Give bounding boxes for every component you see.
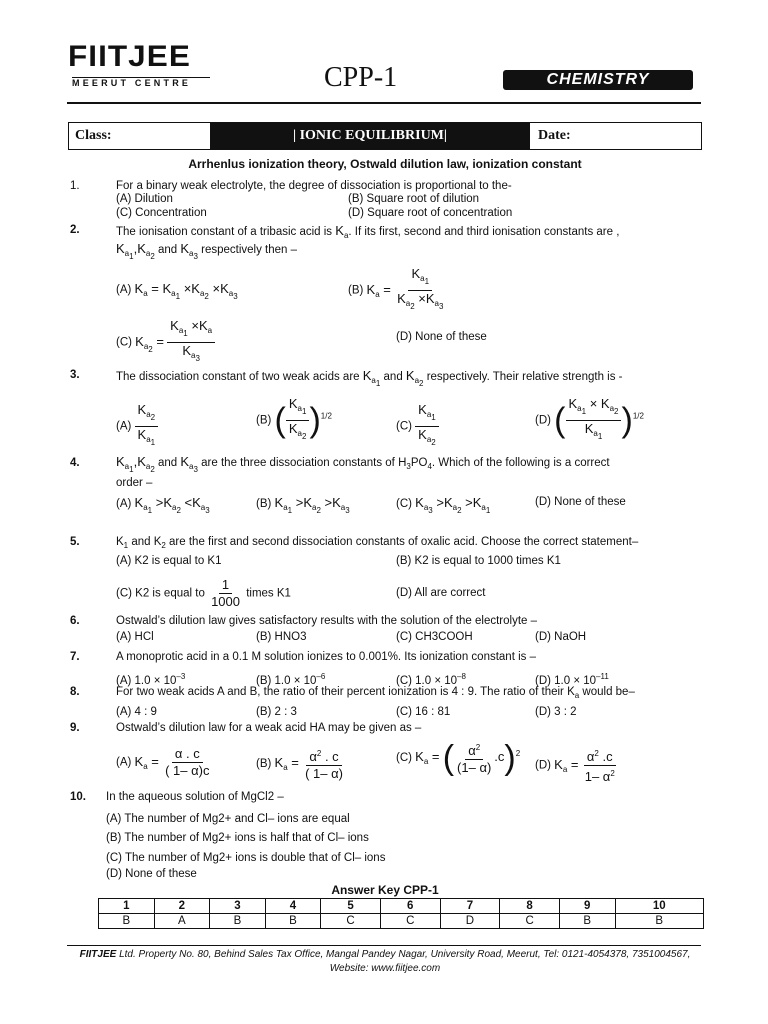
q4-option-a: (A) $K_{a_1} >K_{a_2} <K_{a_3}$ — [116, 495, 210, 515]
q1-option-b: (B) Square root of dilution — [348, 193, 480, 205]
answer-key-answer: B — [559, 914, 615, 929]
q4-option-d: (D) None of these — [535, 496, 626, 508]
fiitjee-logo: FIITJEE — [68, 40, 191, 73]
q5-option-b: (B) K2 is equal to 1000 times K1 — [396, 555, 561, 567]
q6-option-d: (D) NaOH — [535, 631, 587, 643]
q4-option-b-label: (B) — [256, 498, 272, 510]
answer-key-number: 4 — [265, 899, 321, 914]
q9-option-a: (A) $K_a$ = $\frac{\alpha . c}{( 1- \alpha)c}$ — [116, 746, 210, 778]
q4-text-c: . Which of the following is a correct — [431, 457, 610, 469]
q6-option-c: (C) CH3COOH — [396, 631, 473, 643]
answer-key-answer: D — [440, 914, 500, 929]
class-label: Class: — [69, 123, 211, 149]
q2-option-b-label: (B) — [348, 284, 364, 297]
answer-key-number: 2 — [154, 899, 210, 914]
q5-option-c-post: times K1 — [246, 587, 291, 600]
answer-key-number: 3 — [210, 899, 266, 914]
answer-key-number: 6 — [380, 899, 440, 914]
answer-key-answer: B — [210, 914, 266, 929]
answer-key-answer-row — [99, 914, 704, 929]
q3-option-a: (A) $\frac{K_{a_2}}{K_{a_1}}$ — [116, 402, 158, 451]
answer-key-answer: B — [99, 914, 155, 929]
q3-option-d-label: (D) — [535, 414, 551, 427]
q3-number: 3. — [70, 369, 80, 381]
q10-option-c: (C) The number of Mg2+ ions is double that of Cl– ions — [106, 852, 386, 864]
answer-key-answer: C — [321, 914, 381, 929]
q9-option-c-label: (C) — [396, 752, 412, 765]
q8-option-c: (C) 16 : 81 — [396, 706, 451, 718]
q10-option-b: (B) The number of Mg2+ ions is half that of Cl– ions — [106, 832, 369, 844]
q8-text-a: For two weak acids A and B, the ratio of their percent ionization is 4 : 9. The ratio of their K — [116, 686, 575, 698]
q5-text: $K_1$ and $K_2$ are the first and second dissociation constants of oxalic acid. Choose the correct statement– — [116, 536, 639, 550]
chapter-title: | IONIC EQUILIBRIUM| — [211, 123, 529, 149]
q10-option-a: (A) The number of Mg2+ and Cl– ions are equal — [106, 813, 350, 825]
q3-text: The dissociation constant of two weak acids are $K_{a_1}$ and $K_{a_2}$ respectively. Their relative strength is - — [116, 368, 623, 388]
q3-d-exponent: 1/2 — [632, 411, 644, 421]
q7-text: A monoprotic acid in a 0.1 M solution ionizes to 0.001%. Its ionization constant is – — [116, 651, 536, 663]
q8-option-b: (B) 2 : 3 — [256, 706, 297, 718]
q8-text-b: would be– — [582, 686, 635, 698]
q9-option-c: (C) $K_a$ = ( $\frac{\alpha^2}{(1- \alpha)}$ .c)$^2$ — [396, 739, 521, 777]
answer-key-number: 5 — [321, 899, 381, 914]
answer-key-number: 8 — [500, 899, 560, 914]
class-bar — [68, 122, 702, 150]
q3-option-b-label: (B) — [256, 414, 272, 427]
q8-option-a: (A) 4 : 9 — [116, 706, 157, 718]
q9-option-d: (D) $K_a$ = $\frac{\alpha^2 .c}{1- \alpha^2}$ — [535, 746, 618, 785]
q9-number: 9. — [70, 722, 80, 734]
header-divider — [67, 102, 701, 104]
q4-option-c: (C) $K_{a_3} >K_{a_2} >K_{a_1}$ — [396, 495, 491, 515]
q2-option-c: (C) $K_{a_2}$ = $\frac{K_{a_1} \times K_a}{K_{a_3}}$ — [116, 318, 215, 367]
q5-frac-den: 1000 — [211, 594, 240, 609]
q7-d-exp: –11 — [596, 672, 609, 681]
footer-website: Website: www.fiitjee.com — [329, 963, 441, 974]
q2-number: 2. — [70, 224, 80, 236]
q7-c-exp: –8 — [457, 672, 466, 681]
q1-option-d: (D) Square root of concentration — [348, 207, 513, 219]
q7-c-base: (C) 1.0 × 10 — [396, 675, 458, 687]
footer-brand: FIITJEE — [79, 949, 117, 960]
answer-key-table — [98, 898, 704, 929]
q1-option-c: (C) Concentration — [116, 207, 207, 219]
q4-text-line2: order – — [116, 477, 153, 489]
q10-number: 10. — [70, 791, 86, 803]
q5-option-d: (D) All are correct — [396, 587, 486, 599]
q5-option-a: (A) K2 is equal to K1 — [116, 555, 222, 567]
footer-line1 — [68, 948, 702, 962]
q9-option-b-label: (B) — [256, 758, 272, 771]
q3-text-c: respectively. Their relative strength is - — [426, 371, 623, 383]
q7-b-base: (B) 1.0 × 10 — [256, 675, 317, 687]
q2-ka-symbol: $K_a$ — [335, 223, 349, 240]
date-label: Date: — [529, 123, 701, 149]
q8-number: 8. — [70, 686, 80, 698]
q2-option-a: (A) $K_a = K_{a_1} \times K_{a_2} \times K_{a_3}$ — [116, 281, 238, 301]
q3-option-c: (C) $\frac{K_{a_1}}{K_{a_2}}$ — [396, 402, 439, 451]
subject-badge: CHEMISTRY — [503, 70, 693, 90]
page-title: CPP-1 — [324, 62, 398, 93]
q5-option-c-pre: (C) K2 is equal to — [116, 587, 205, 600]
answer-key-answer: B — [615, 914, 704, 929]
q2-option-a-label: (A) — [116, 284, 132, 296]
q7-number: 7. — [70, 651, 80, 663]
q4-option-c-label: (C) — [396, 498, 412, 510]
answer-key-number: 9 — [559, 899, 615, 914]
q2-text-part-a: The ionisation constant of a tribasic acid is — [116, 226, 333, 238]
q3-text-a: The dissociation constant of two weak acids are — [116, 371, 360, 383]
q5-number: 5. — [70, 536, 80, 548]
q3-option-d: (D) ( $\frac{K_{a_1} \times K_{a_2}}{K_{a_1}}$ )$^{1/2}$ — [535, 396, 644, 441]
q8-text: For two weak acids A and B, the ratio of their percent ionization is 4 : 9. The ratio of their $K_a$ would be– — [116, 686, 635, 700]
q9-option-a-label: (A) — [116, 756, 132, 769]
q7-d-base: (D) 1.0 × 10 — [535, 675, 597, 687]
q4-option-b: (B) $K_{a_1} >K_{a_2} >K_{a_3}$ — [256, 495, 350, 515]
q2-option-b: (B) $K_a$ = $\frac{K_{a_1}}{K_{a_2} \times K_{a_3}}$ — [348, 266, 444, 311]
q9-text: Ostwald’s dilution law for a weak acid HA may be given as – — [116, 722, 422, 734]
q2-text-part-b: . If its first, second and third ionisation constants are , — [348, 226, 620, 238]
q1-number: 1. — [70, 180, 80, 192]
q5-option-c — [116, 577, 291, 610]
q10-option-d: (D) None of these — [106, 868, 197, 880]
q3-option-c-label: (C) — [396, 420, 412, 433]
q7-a-base: (A) 1.0 × 10 — [116, 675, 177, 687]
q6-option-a: (A) HCl — [116, 631, 154, 643]
answer-key-header-row — [99, 899, 704, 914]
q4-text-a: and — [157, 457, 178, 469]
logo-subtitle: MEERUT CENTRE — [72, 77, 210, 88]
footer — [68, 948, 702, 976]
q2-text-part-c: respectively then – — [201, 244, 298, 256]
q2-option-c-label: (C) — [116, 336, 132, 349]
answer-key-number: 1 — [99, 899, 155, 914]
q2-option-d: (D) None of these — [396, 331, 487, 343]
q4-number: 4. — [70, 457, 80, 469]
q3-b-exponent: 1/2 — [320, 411, 332, 421]
answer-key-title: Answer Key CPP-1 — [331, 883, 439, 897]
q1-text: For a binary weak electrolyte, the degree of dissociation is proportional to the- — [116, 180, 512, 192]
q4-text: $K_{a_1},K_{a_2}$ and $K_{a_3}$ are the three dissociation constants of $H_3PO_4$. Which of the following is a correct — [116, 454, 610, 474]
q2-text — [116, 224, 702, 242]
answer-key-number: 10 — [615, 899, 704, 914]
q5-frac-num: 1 — [219, 577, 232, 594]
q3-text-b: and — [383, 371, 403, 383]
answer-key-answer: C — [380, 914, 440, 929]
q10-text: In the aqueous solution of MgCl2 – — [106, 791, 284, 803]
answer-key-answer: B — [265, 914, 321, 929]
q3-option-a-label: (A) — [116, 420, 132, 433]
q3-option-b: (B) ( $\frac{K_{a_1}}{K_{a_2}}$ )$^{1/2}$ — [256, 396, 332, 441]
q4-text-b: are the three dissociation constants of — [201, 457, 395, 469]
q7-b-exp: –6 — [316, 672, 326, 681]
q9-option-b: (B) $K_a$ = $\frac{\alpha^2 . c}{( 1- \alpha)}$ — [256, 746, 346, 782]
q7-a-exp: –3 — [176, 672, 186, 681]
topic-line: Arrhenlus ionization theory, Ostwald dilution law, ionization constant — [188, 157, 582, 171]
q1-option-a: (A) Dilution — [116, 193, 173, 205]
footer-divider — [67, 945, 701, 946]
q9-option-d-label: (D) — [535, 759, 551, 772]
q6-text: Ostwald’s dilution law gives satisfactory results with the solution of the electrolyte – — [116, 615, 538, 627]
answer-key-number: 7 — [440, 899, 500, 914]
footer-address: Ltd. Property No. 80, Behind Sales Tax Office, Mangal Pandey Nagar, University Road, Meerut, Tel: 0121-4054378, 7351004567, — [119, 949, 691, 960]
q8-option-d: (D) 3 : 2 — [535, 706, 577, 718]
q6-number: 6. — [70, 615, 80, 627]
answer-key-answer: A — [154, 914, 210, 929]
q4-option-a-label: (A) — [116, 498, 132, 510]
q2-text-line2: $K_{a_1},K_{a_2}$ and $K_{a_3}$ respectively then – — [116, 241, 298, 261]
answer-key-answer: C — [500, 914, 560, 929]
q6-option-b: (B) HNO3 — [256, 631, 307, 643]
q5-text-a: are the first and second dissociation constants of oxalic acid. Choose the correct statement– — [169, 536, 639, 548]
